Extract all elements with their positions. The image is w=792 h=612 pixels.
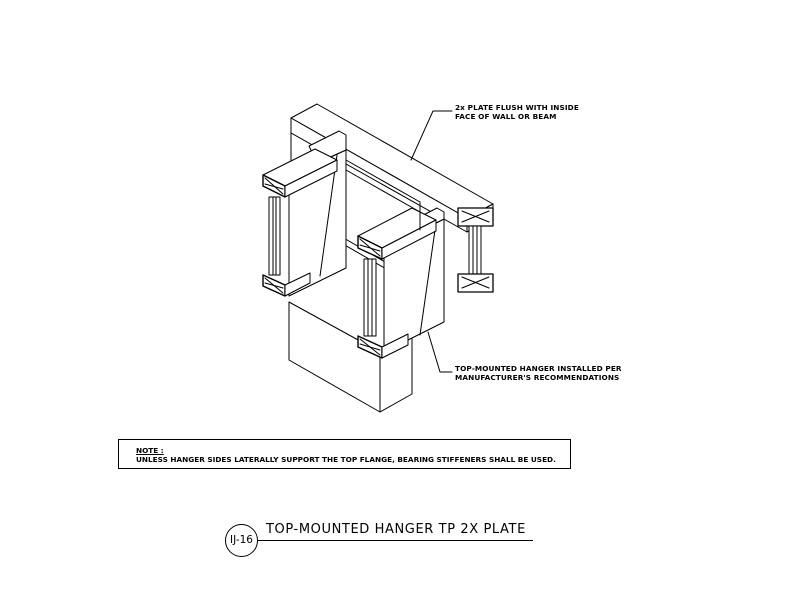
plate-leader-line [411, 111, 452, 160]
hanger-callout-line2: MANUFACTURER'S RECOMMENDATIONS [455, 373, 620, 382]
right-joist-web [364, 259, 376, 336]
hanger-leader-line [428, 332, 452, 372]
hanger-callout [455, 364, 622, 382]
plate-callout-line1: 2x PLATE FLUSH WITH INSIDE [455, 103, 579, 112]
plate-web [469, 226, 481, 274]
right-joist-assembly [358, 208, 444, 358]
detail-id: IJ-16 [230, 534, 253, 546]
beam-ijoist-end [458, 208, 493, 292]
note-box [118, 439, 571, 469]
detail-title: TOP-MOUNTED HANGER TP 2X PLATE [266, 522, 526, 537]
note-title: NOTE : [136, 446, 164, 455]
left-joist-web [269, 197, 280, 275]
hanger-callout-line1: TOP-MOUNTED HANGER INSTALLED PER [455, 364, 622, 373]
plate-callout-line2: FACE OF WALL OR BEAM [455, 112, 557, 121]
detail-title-underline [257, 540, 533, 541]
left-joist-assembly [263, 131, 346, 296]
detail-id-bubble [225, 524, 258, 557]
plate-callout [455, 103, 579, 121]
note-text: UNLESS HANGER SIDES LATERALLY SUPPORT THE TOP FLANGE, BEARING STIFFENERS SHALL BE USED. [136, 455, 556, 464]
